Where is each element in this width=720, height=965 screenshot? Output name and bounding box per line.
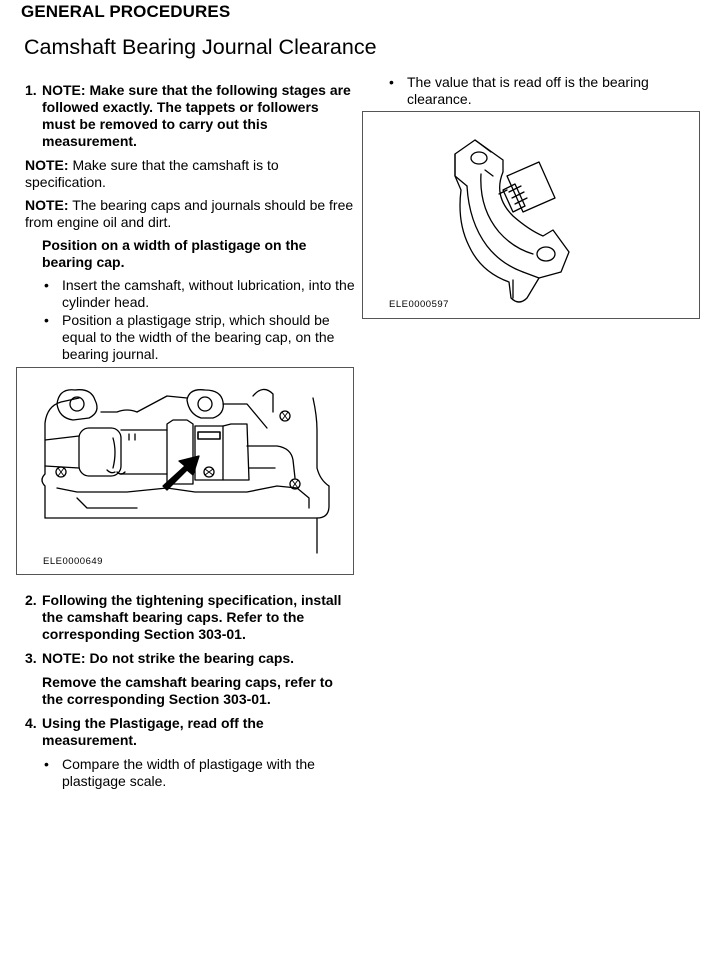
bullet-text: Insert the camshaft, without lubrication, into the cylinder head.: [62, 277, 355, 310]
note-label: NOTE:: [25, 197, 69, 213]
bullet-item: [44, 277, 355, 311]
step-1: [25, 82, 355, 150]
bullet-item: [44, 756, 355, 790]
left-column-lower: [25, 592, 355, 790]
bullet-text: The value that is read off is the bearing clearance.: [407, 74, 649, 107]
step-1-action: Position on a width of plastigage on the bearing cap.: [42, 237, 307, 270]
step-number: 1.: [25, 82, 37, 98]
camshaft-plastigage-illustration: [17, 368, 353, 574]
step-number: 2.: [25, 592, 37, 608]
figure-caption: ELE0000649: [43, 556, 103, 567]
step-number: 4.: [25, 715, 37, 731]
step-number: 3.: [25, 650, 37, 666]
step-3: [25, 650, 355, 667]
step-3-action: Remove the camshaft bearing caps, refer to the corresponding Section 303-01.: [42, 674, 333, 707]
note-clean-journals: [25, 197, 355, 231]
bullet-item: [389, 74, 689, 108]
step-text: NOTE: Do not strike the bearing caps.: [42, 650, 295, 666]
note-text: Make sure that the camshaft is to specification.: [25, 157, 279, 190]
note-camshaft-spec: [25, 157, 355, 191]
step-text: NOTE: Make sure that the following stages are followed exactly. The tappets or followers must be removed to carry out this measurement.: [42, 82, 351, 149]
note-label: NOTE:: [25, 157, 69, 173]
note-text: The bearing caps and journals should be free from engine oil and dirt.: [25, 197, 354, 230]
bullet-item: [44, 312, 355, 363]
bullet-text: Compare the width of plastigage with the plastigage scale.: [62, 756, 315, 789]
step-4: [25, 715, 355, 749]
right-column: [363, 74, 703, 108]
page-title: Camshaft Bearing Journal Clearance: [24, 35, 377, 59]
section-label: GENERAL PROCEDURES: [21, 2, 231, 21]
bearing-cap-illustration: [363, 112, 699, 318]
figure-camshaft-plastigage: [16, 367, 354, 575]
step-text: Using the Plastigage, read off the measurement.: [42, 715, 264, 748]
figure-bearing-cap-plastigage: [362, 111, 700, 319]
left-column: [25, 82, 355, 363]
step-text: Following the tightening specification, install the camshaft bearing caps. Refer to the corresponding Section 303-01.: [42, 592, 342, 642]
step-2: [25, 592, 355, 643]
figure-caption: ELE0000597: [389, 299, 449, 310]
bullet-dot: •: [44, 756, 49, 772]
bullet-dot: •: [44, 277, 49, 293]
bullet-dot: •: [44, 312, 49, 328]
bullet-dot: •: [389, 74, 394, 90]
bullet-text: Position a plastigage strip, which should be equal to the width of the bearing cap, on the bearing journal.: [62, 312, 335, 362]
